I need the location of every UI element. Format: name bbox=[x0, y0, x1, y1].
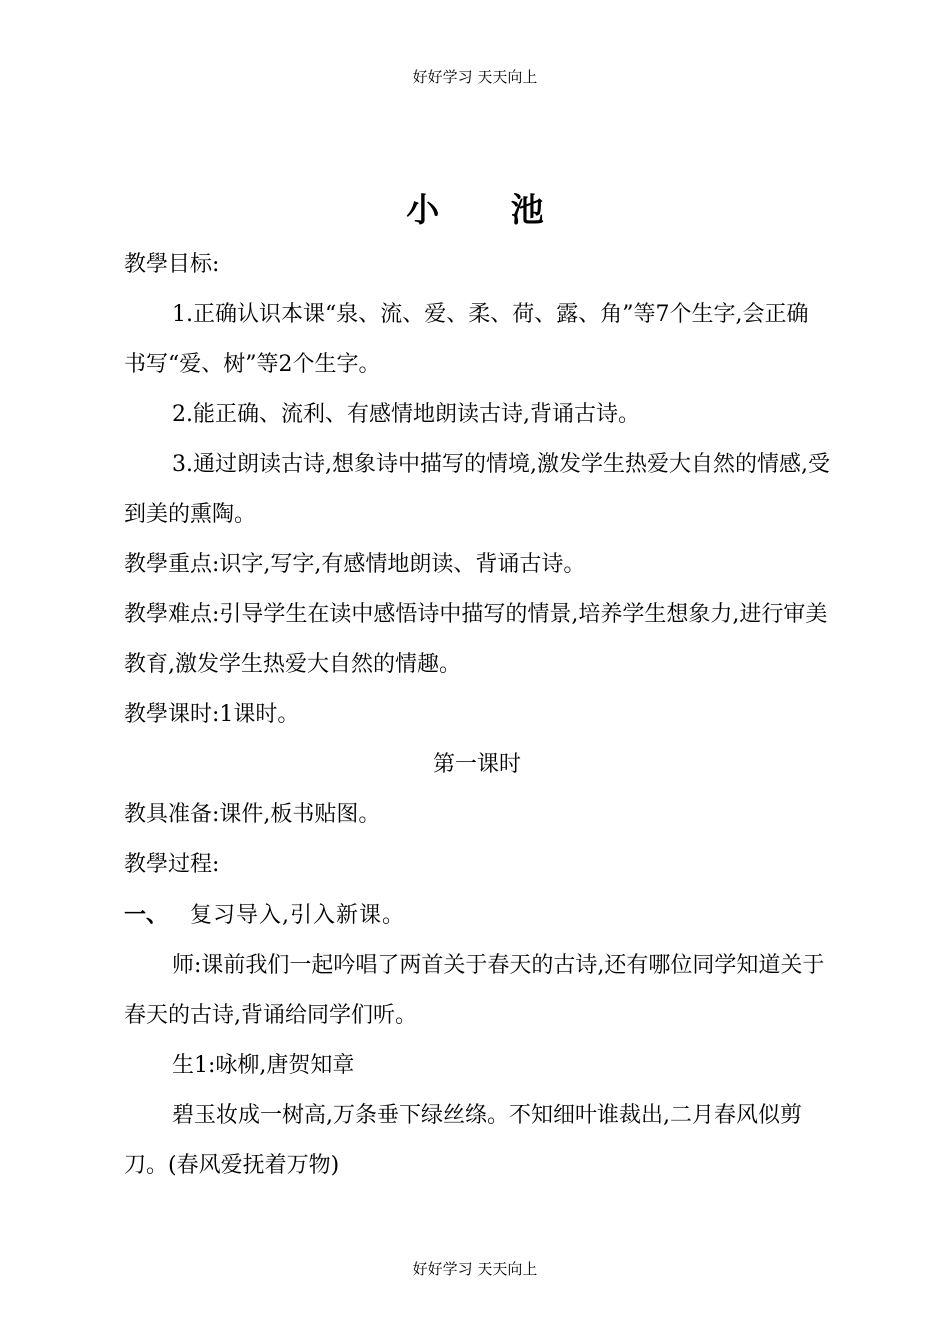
first-lesson-heading: 第一课时 bbox=[432, 752, 521, 777]
poem-text: 碧玉妆成一树高,万条垂下绿丝绦。不知细叶谁裁出,二月春风似剪刀。(春风爱抚着万物) bbox=[124, 1103, 802, 1178]
objective-3: 3.通过朗读古诗,想象诗中描写的情境,激发学生热爱大自然的情感,受到美的熏陶。 bbox=[124, 452, 830, 527]
section-1-heading bbox=[124, 890, 830, 941]
objectives-heading: 教學目标: bbox=[124, 252, 220, 277]
key-points: 教學重点:识字,写字,有感情地朗读、背诵古诗。 bbox=[124, 552, 586, 577]
class-hours: 教學课时:1课时。 bbox=[124, 702, 300, 727]
process-heading: 教學过程: bbox=[124, 852, 220, 877]
teaching-aids: 教具准备:课件,板书贴图。 bbox=[124, 802, 381, 827]
teacher-line: 师:课前我们一起吟唱了两首关于春天的古诗,还有哪位同学知道关于春天的古诗,背诵给同学们听。 bbox=[124, 953, 825, 1028]
section-1-text: 复习导入,引入新课。 bbox=[190, 903, 405, 928]
objective-2: 2.能正确、流利、有感情地朗读古诗,背诵古诗。 bbox=[172, 402, 640, 427]
difficult-points: 教學难点:引导学生在读中感悟诗中描写的情景,培养学生想象力,进行审美教育,激发学生热爱大自然的情趣。 bbox=[124, 602, 828, 677]
student-1-line: 生1:咏柳,唐贺知章 bbox=[172, 1053, 355, 1078]
page-header: 好好学习 天天向上 bbox=[412, 68, 538, 86]
objective-1: 1.正确认识本课“泉、流、爱、柔、荷、露、角”等7个生字,会正确书写“爱、树”等2个生字。 bbox=[124, 302, 809, 377]
section-1-number: 一、 bbox=[124, 902, 169, 928]
document-body bbox=[124, 240, 830, 1191]
page-footer: 好好学习 天天向上 bbox=[412, 1260, 538, 1278]
lesson-title: 小 池 bbox=[406, 190, 574, 229]
